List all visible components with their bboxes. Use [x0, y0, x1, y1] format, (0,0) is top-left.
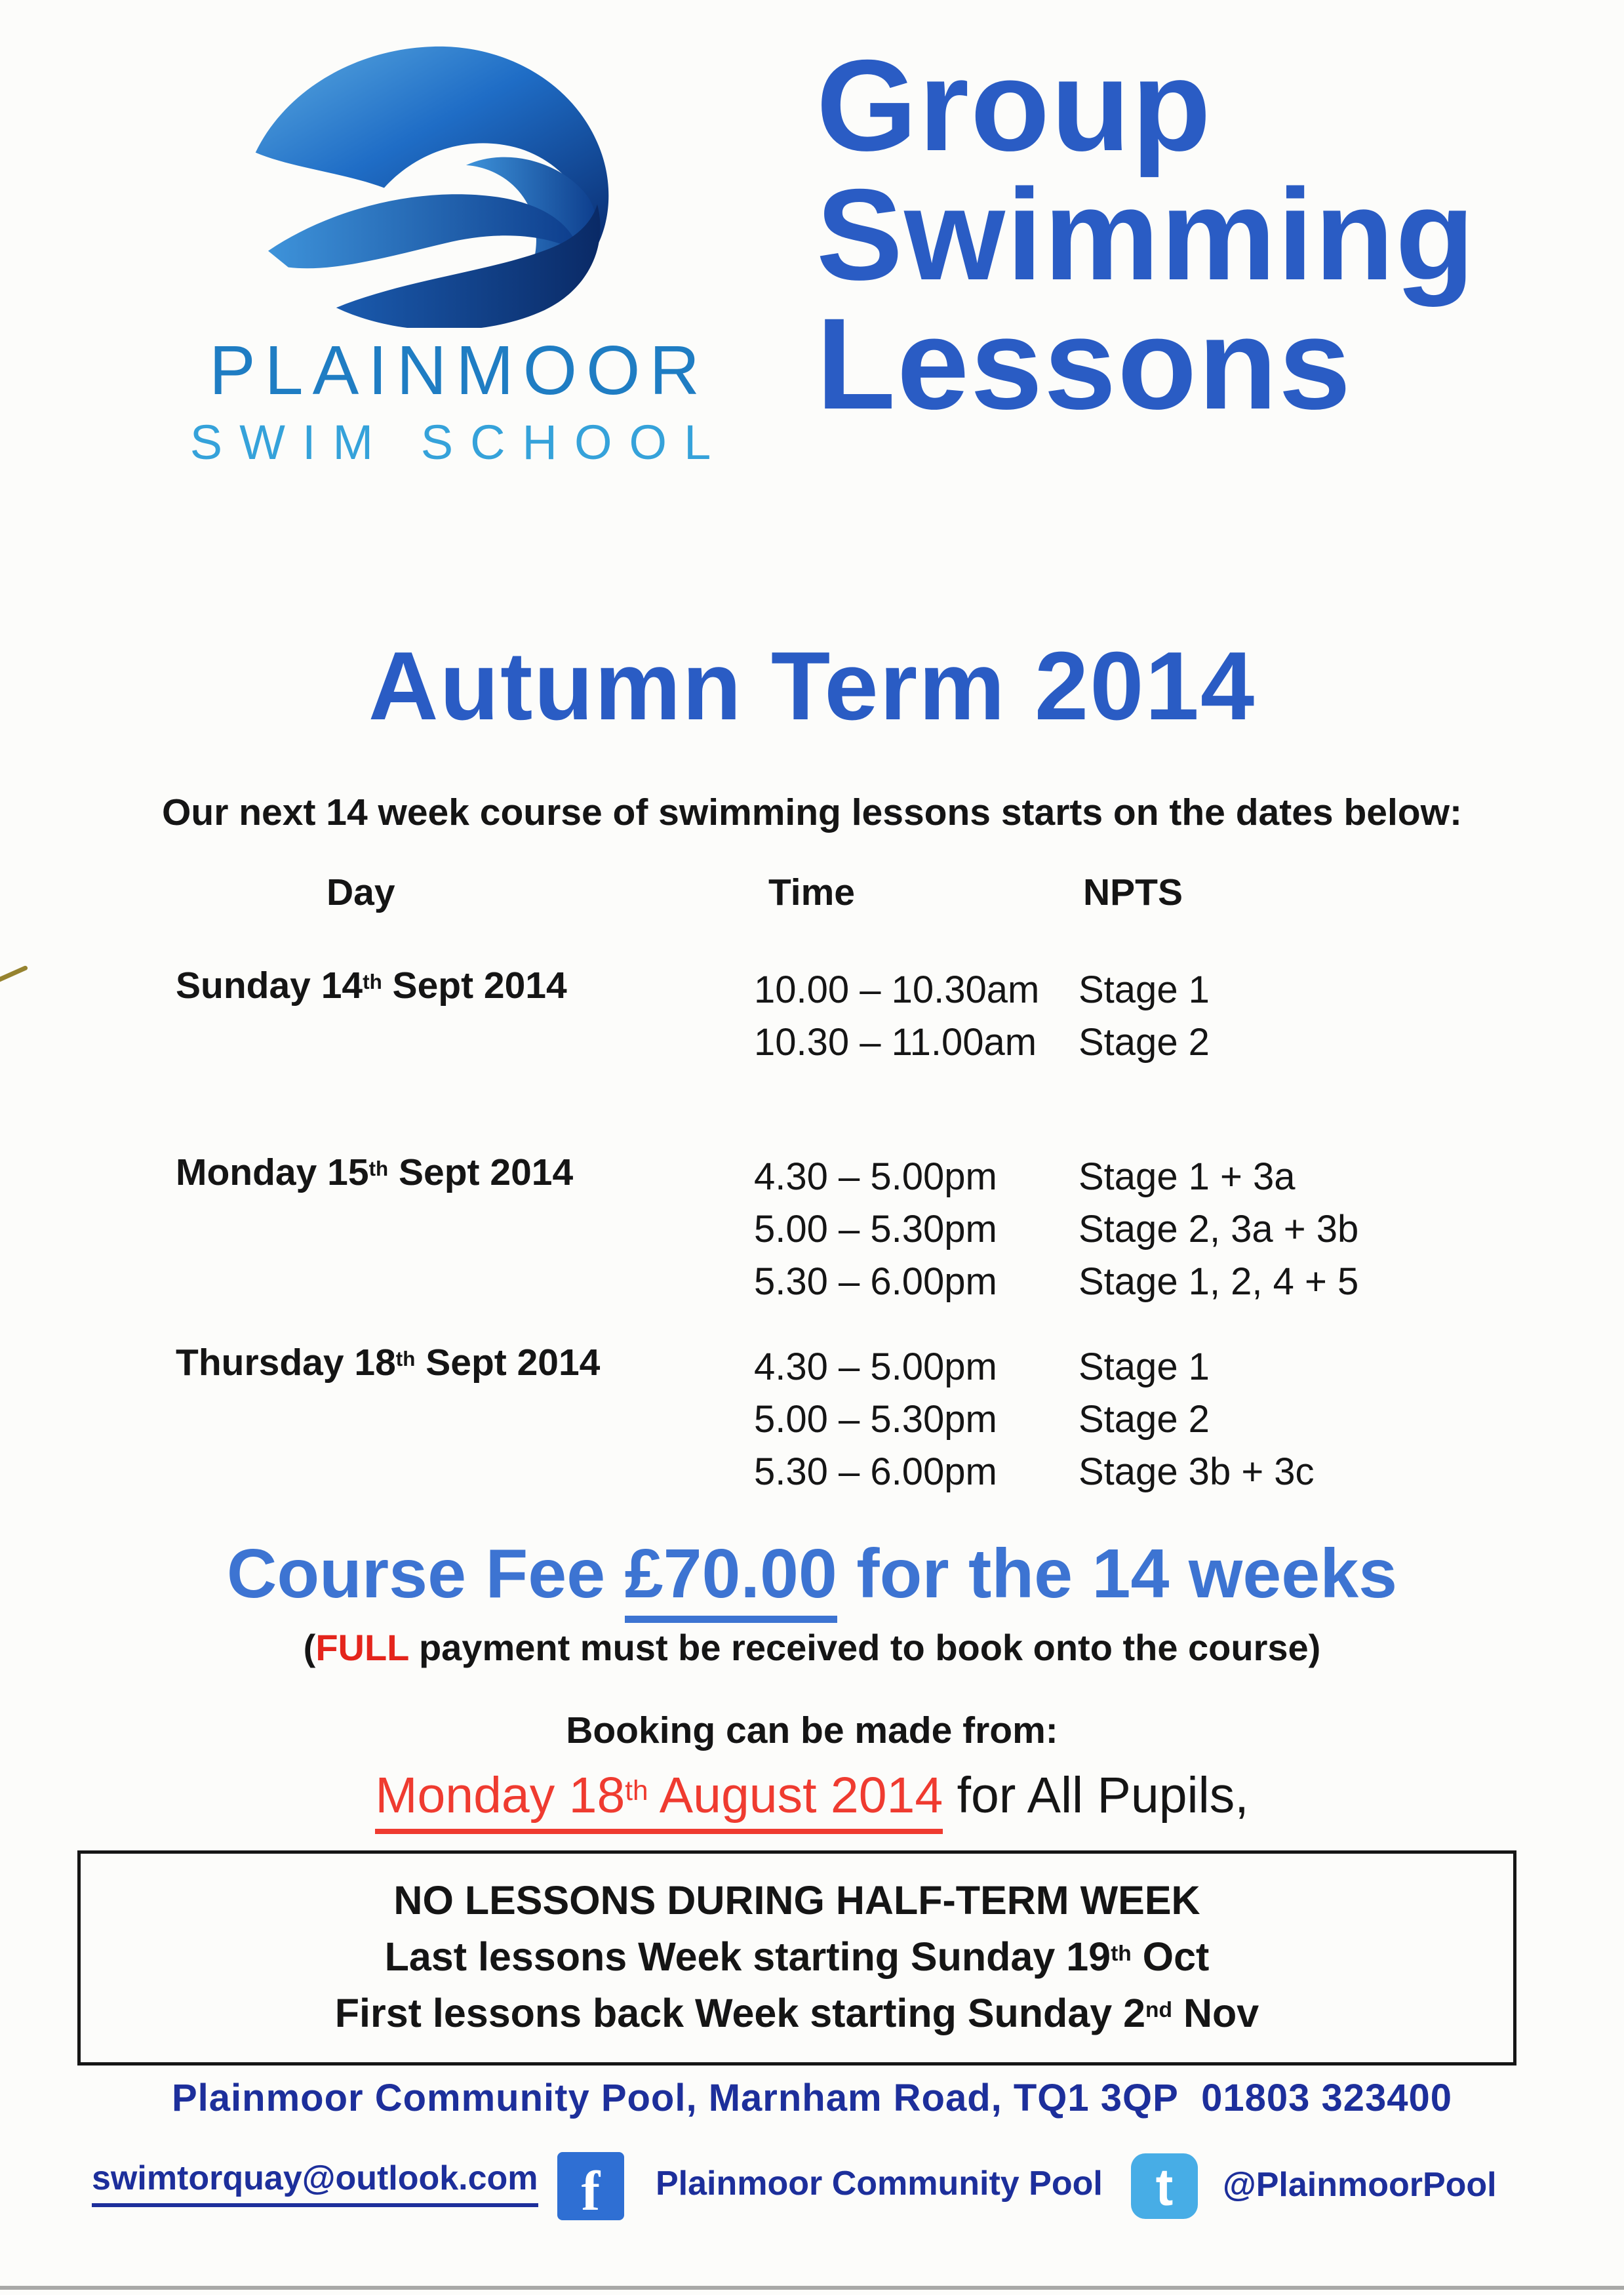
- session-stage: Stage 2, 3a + 3b: [1079, 1208, 1359, 1250]
- session-time: 10.30 – 11.00am: [754, 1021, 1037, 1064]
- notice-line-3: First lessons back Week starting Sunday 2nd Nov: [334, 1991, 1259, 2036]
- course-fee-heading: Course Fee £70.00 for the 14 weeks: [0, 1534, 1624, 1623]
- session-list: [754, 964, 1210, 1069]
- ordinal-suffix: th: [363, 970, 382, 993]
- session-line: [754, 1341, 1315, 1393]
- twitter-icon: t: [1131, 2153, 1198, 2219]
- full-payment-emphasis: FULL: [315, 1627, 409, 1668]
- email-address: swimtorquay@outlook.com: [92, 2159, 538, 2207]
- day-label: Sunday 14th Sept 2014: [176, 965, 567, 1007]
- col-header-npts: NPTS: [1083, 871, 1183, 913]
- session-time: 10.00 – 10.30am: [754, 968, 1040, 1011]
- session-time: 5.30 – 6.00pm: [754, 1260, 997, 1303]
- session-stage: Stage 1: [1079, 1346, 1210, 1388]
- notice-line-1: NO LESSONS DURING HALF-TERM WEEK: [393, 1878, 1200, 1923]
- wave-swirl-logo-icon: [220, 31, 644, 328]
- session-line: [754, 964, 1210, 1016]
- session-time: 4.30 – 5.00pm: [754, 1155, 997, 1198]
- day-label: Thursday 18th Sept 2014: [176, 1342, 601, 1384]
- session-time: 5.00 – 5.30pm: [754, 1208, 997, 1250]
- col-header-day: Day: [327, 871, 395, 913]
- payment-note: (FULL payment must be received to book onto the course): [303, 1627, 1321, 1668]
- booking-label: Booking can be made from:: [566, 1709, 1058, 1751]
- session-line: [754, 1393, 1315, 1446]
- ordinal-suffix: th: [395, 1347, 416, 1370]
- address-line: Plainmoor Community Pool, Marnham Road, TQ1 3QP 01803 323400: [171, 2077, 1453, 2119]
- notice-line-2: Last lessons Week starting Sunday 19th Oct: [384, 1934, 1210, 1980]
- session-line: [754, 1151, 1358, 1203]
- session-time: 4.30 – 5.00pm: [754, 1346, 997, 1388]
- session-line: [754, 1016, 1210, 1069]
- session-stage: Stage 3b + 3c: [1079, 1450, 1315, 1493]
- intro-text: Our next 14 week course of swimming lessons starts on the dates below:: [162, 791, 1462, 833]
- term-heading: Autumn Term 2014: [368, 632, 1256, 740]
- session-stage: Stage 1: [1079, 968, 1210, 1011]
- twitter-handle: @PlainmoorPool: [1223, 2166, 1497, 2204]
- session-line: [754, 1203, 1358, 1256]
- col-header-time: Time: [768, 871, 856, 913]
- scan-edge-line: [0, 2286, 1624, 2290]
- session-time: 5.30 – 6.00pm: [754, 1450, 997, 1493]
- session-stage: Stage 2: [1079, 1398, 1210, 1441]
- ordinal-suffix: th: [368, 1157, 389, 1180]
- session-line: [754, 1256, 1358, 1308]
- ordinal-suffix: th: [625, 1774, 648, 1806]
- session-stage: Stage 1 + 3a: [1079, 1155, 1296, 1198]
- title-line-1: Group: [816, 33, 1212, 178]
- session-list: [754, 1341, 1315, 1498]
- facebook-page-name: Plainmoor Community Pool: [656, 2165, 1103, 2203]
- day-label: Monday 15th Sept 2014: [176, 1151, 574, 1193]
- session-stage: Stage 2: [1079, 1021, 1210, 1064]
- pen-mark: [0, 965, 28, 984]
- page-title: [816, 33, 1476, 436]
- session-stage: Stage 1, 2, 4 + 5: [1079, 1260, 1359, 1303]
- ordinal-suffix: nd: [1145, 1998, 1173, 2023]
- facebook-icon: f: [557, 2152, 624, 2220]
- session-line: [754, 1446, 1315, 1498]
- session-list: [754, 1151, 1358, 1308]
- half-term-notice-box: [77, 1850, 1516, 2066]
- brand-subtitle: SWIM SCHOOL: [189, 415, 728, 469]
- booking-date-line: [0, 1766, 1624, 1834]
- title-line-3: Lessons: [816, 291, 1353, 436]
- booking-date-suffix: for All Pupils,: [943, 1767, 1249, 1824]
- fee-amount: £70.00: [625, 1538, 837, 1623]
- brand-name: PLAINMOOR: [208, 332, 709, 409]
- ordinal-suffix: th: [1111, 1942, 1132, 1966]
- title-line-2: Swimming: [816, 162, 1476, 307]
- booking-start-date: Monday 18th August 2014: [375, 1769, 943, 1834]
- session-time: 5.00 – 5.30pm: [754, 1398, 997, 1441]
